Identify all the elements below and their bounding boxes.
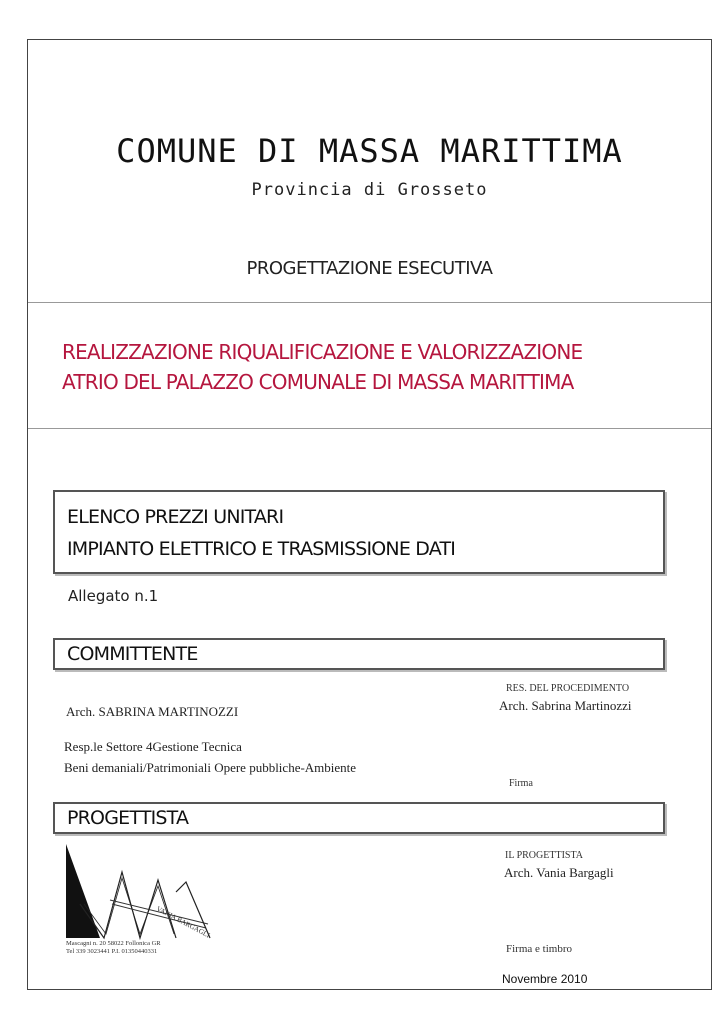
designer-signature-label: Firma e timbro [506, 943, 572, 955]
document-date: Novembre 2010 [502, 972, 588, 986]
document-title-box [53, 490, 665, 574]
designer-heading-box [53, 802, 665, 834]
divider [28, 428, 711, 429]
designer-label: IL PROGETTISTA [505, 850, 583, 861]
project-title-line1: REALIZZAZIONE RIQUALIFICAZIONE E VALORIZZAZIONE [62, 340, 583, 364]
document-title-line1: ELENCO PREZZI UNITARI [67, 506, 284, 528]
client-name: Arch. SABRINA MARTINOZZI [66, 704, 239, 719]
procedure-manager-label: RES. DEL PROCEDIMENTO [506, 683, 630, 694]
designer-address [66, 940, 161, 956]
procedure-manager-name: Arch. Sabrina Martinozzi [499, 698, 632, 713]
designer-logo [60, 842, 220, 942]
designer-address-line1: Mascagni n. 20 58022 Follonica GR [66, 940, 161, 947]
design-phase: PROGETTAZIONE ESECUTIVA [246, 258, 493, 279]
province-subtitle: Provincia di Grosseto [251, 180, 488, 200]
document-title-line2: IMPIANTO ELETTRICO E TRASMISSIONE DATI [67, 538, 456, 560]
designer-address-line2: Tel 339 3023441 P.I. 01350440331 [66, 948, 158, 955]
client-signature-label: Firma [509, 778, 533, 789]
attachment-label: Allegato n.1 [68, 587, 159, 605]
svg-text:VANIA BARGAGLI: VANIA BARGAGLI [155, 904, 212, 940]
municipality-title: COMUNE DI MASSA MARITTIMA [116, 132, 623, 170]
client-role-line2: Beni demaniali/Patrimoniali Opere pubbliche-Ambiente [64, 760, 357, 775]
client-heading: COMMITTENTE [67, 643, 198, 665]
designer-heading: PROGETTISTA [67, 807, 189, 829]
designer-name: Arch. Vania Bargagli [504, 865, 614, 880]
divider [28, 302, 711, 303]
project-title-line2: ATRIO DEL PALAZZO COMUNALE DI MASSA MARITTIMA [62, 370, 574, 394]
client-heading-box [53, 638, 665, 670]
client-role-line1: Resp.le Settore 4Gestione Tecnica [64, 739, 242, 754]
